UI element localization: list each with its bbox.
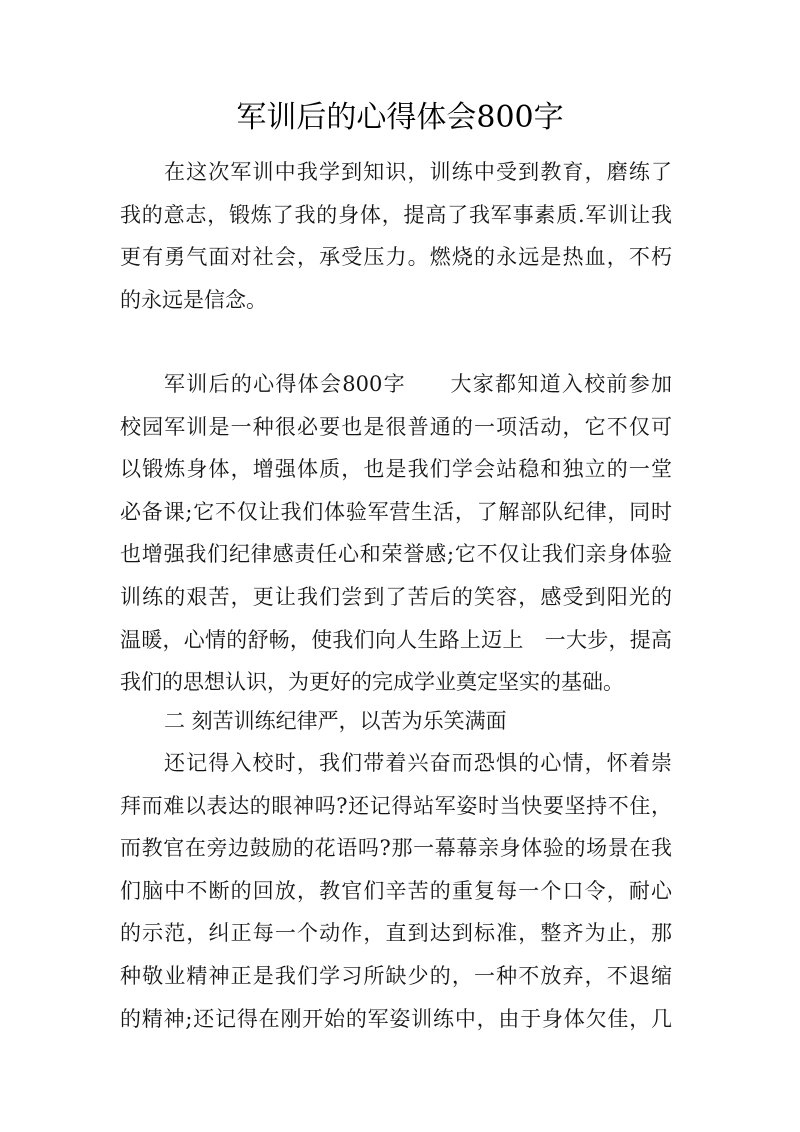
paragraph-line: 更有勇气面对社会，承受压力。燃烧的永远是热血，不朽 [120,245,672,270]
paragraph-line: 以锻炼身体，增强体质，也是我们学会站稳和独立的一堂 [120,457,672,482]
paragraph-line: 校园军训是一种很必要也是很普通的一项活动，它不仅可 [120,414,672,439]
paragraph-2 [120,363,672,704]
paragraph-line: 们脑中不断的回放，教官们辛苦的重复每一个口令，耐心 [120,878,672,903]
paragraph-line: 的示范，纠正每一个动作，直到达到标准，整齐为止，那 [120,921,672,946]
paragraph-line: 我们的思想认识，为更好的完成学业奠定坚实的基础。 [120,670,624,695]
paragraph-line: 还记得入校时，我们带着兴奋而恐惧的心情，怀着崇 [164,751,672,775]
paragraph-line: 我的意志，锻炼了我的身体，提高了我军事素质.军训让我 [120,202,672,227]
paragraph-line: 种敬业精神正是我们学习所缺少的，一种不放弃，不退缩 [120,963,672,988]
paragraph-1 [120,151,672,321]
section-heading-text: 二 刻苦训练纪律严，以苦为乐笑满面 [164,709,507,733]
paragraph-line: 的精神;还记得在刚开始的军姿训练中，由于身体欠佳，几 [120,1006,672,1031]
paragraph-line: 军训后的心得体会800字 大家都知道入校前参加 [164,372,672,396]
section-heading [120,700,672,743]
paragraph-line: 也增强我们纪律感责任心和荣誉感;它不仅让我们亲身体验 [120,542,672,567]
paragraph-line: 的永远是信念。 [120,287,267,312]
paragraph-line: 拜而难以表达的眼神吗?还记得站军姿时当快要坚持不住， [120,793,672,818]
paragraph-line: 而教官在旁边鼓励的花语吗?那一幕幕亲身体验的场景在我 [120,836,672,861]
paragraph-4 [120,742,672,1040]
paragraph-line: 必备课;它不仅让我们体验军营生活，了解部队纪律，同时 [120,499,672,524]
paragraph-line: 训练的艰苦，更让我们尝到了苦后的笑容，感受到阳光的 [120,584,672,609]
paragraph-line: 温暖，心情的舒畅，使我们向人生路上迈上 一大步，提高 [120,627,672,652]
paragraph-line: 在这次军训中我学到知识，训练中受到教育，磨练了 [164,160,672,184]
document-title: 军训后的心得体会800字 [236,100,564,135]
